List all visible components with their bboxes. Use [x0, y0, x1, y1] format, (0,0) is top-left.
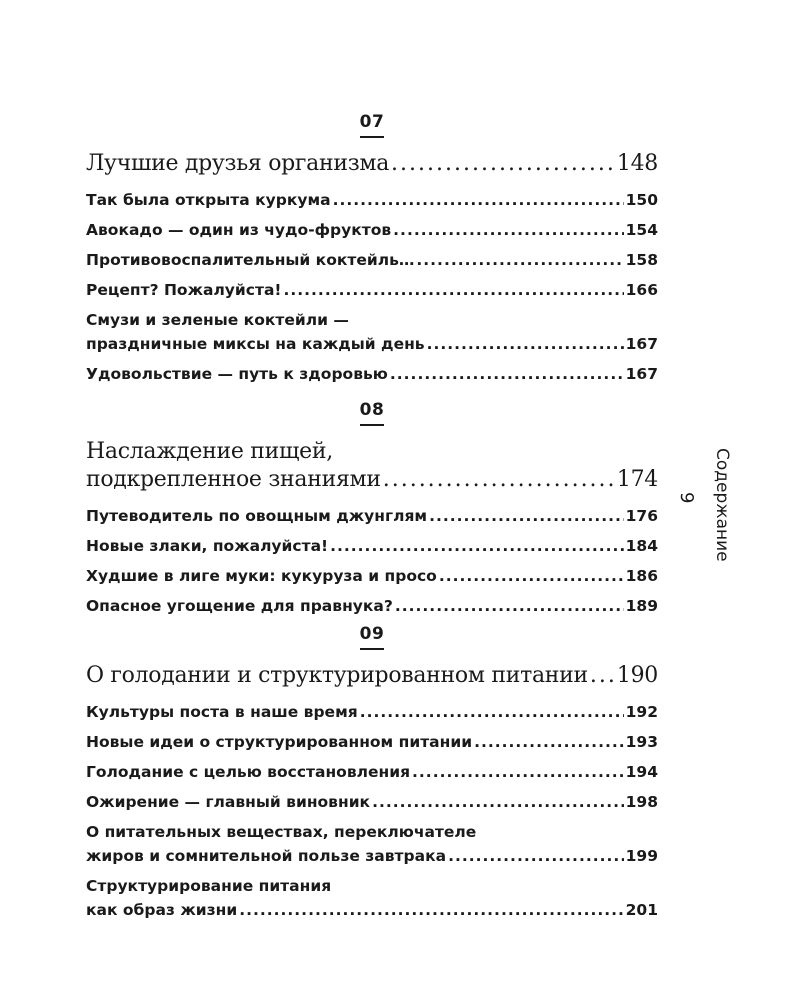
entry-title: Голодание с целью восстановления	[86, 763, 411, 781]
entry-page-number: 189	[625, 597, 658, 615]
toc-entry[interactable]	[86, 760, 658, 784]
leader-dots	[239, 898, 623, 922]
entry-title-line-2: жиров и сомнительной пользе завтрака	[86, 847, 447, 865]
entry-page-number: 167	[625, 365, 658, 383]
toc-entry[interactable]	[86, 188, 658, 212]
chapter-title-text: О голодании и структурированном питании	[86, 663, 588, 688]
entry-title-line-2: праздничные миксы на каждый день	[86, 335, 425, 353]
entry-page-number: 184	[625, 537, 658, 555]
entry-page-number: 154	[625, 221, 658, 239]
toc-entry[interactable]	[86, 730, 658, 754]
toc-entry[interactable]	[86, 594, 658, 618]
toc-entry[interactable]	[86, 790, 658, 814]
entry-title: Рецепт? Пожалуйста!	[86, 281, 282, 299]
entry-page-number: 194	[625, 763, 658, 781]
leader-dots	[390, 362, 624, 386]
leader-dots	[429, 504, 624, 528]
entry-title: Так была открыта куркума	[86, 191, 331, 209]
leader-dots	[283, 278, 623, 302]
entry-title-line-1: О питательных веществах, переключателе	[86, 823, 477, 841]
chapter-title[interactable]	[86, 662, 658, 690]
entry-list	[86, 700, 658, 922]
entry-list	[86, 504, 658, 618]
running-header-title: Содержание	[712, 448, 732, 562]
toc-entry[interactable]	[86, 218, 658, 242]
leader-dots	[439, 564, 624, 588]
entry-title: Путеводитель по овощным джунглям	[86, 507, 428, 525]
entry-title-line-2: как образ жизни	[86, 901, 238, 919]
chapter-title-text: Лучшие друзья организма	[86, 151, 390, 176]
chapter-page-number: 148	[616, 151, 658, 176]
entry-page-number: 193	[625, 733, 658, 751]
toc-entry[interactable]	[86, 534, 658, 558]
entry-page-number: 186	[625, 567, 658, 585]
toc-entry[interactable]	[86, 564, 658, 588]
entry-title: Ожирение — главный виновник	[86, 793, 371, 811]
chapter-page-number: 190	[616, 663, 658, 688]
section-08	[86, 400, 658, 618]
section-number: 09	[86, 624, 658, 648]
leader-dots	[330, 534, 624, 558]
page-number: 9	[676, 492, 697, 504]
toc-entry[interactable]	[86, 248, 658, 272]
entry-page-number: 167	[625, 335, 658, 353]
leader-dots	[412, 760, 624, 784]
entry-page-number: 201	[625, 901, 658, 919]
entry-title: Новые идеи о структурированном питании	[86, 733, 473, 751]
entry-page-number: 176	[625, 507, 658, 525]
section-09	[86, 624, 658, 922]
section-number: 07	[86, 112, 658, 136]
toc-entry[interactable]	[86, 874, 658, 922]
toc-entry[interactable]	[86, 504, 658, 528]
toc-entry[interactable]	[86, 820, 658, 868]
leader-dots	[416, 248, 623, 272]
chapter-title[interactable]	[86, 150, 658, 178]
leader-dots	[333, 188, 624, 212]
entry-title: Новые злаки, пожалуйста!	[86, 537, 329, 555]
entry-list	[86, 188, 658, 386]
toc-entry[interactable]	[86, 362, 658, 386]
leader-dots	[372, 790, 624, 814]
table-of-contents	[86, 112, 658, 928]
entry-title-line-1: Смузи и зеленые коктейли —	[86, 311, 349, 329]
entry-title: Культуры поста в наше время	[86, 703, 358, 721]
leader-dots	[395, 594, 624, 618]
entry-title-line-1: Структурирование питания	[86, 877, 332, 895]
toc-entry[interactable]	[86, 700, 658, 724]
leader-dots	[474, 730, 624, 754]
entry-page-number: 199	[625, 847, 658, 865]
toc-entry[interactable]	[86, 308, 658, 356]
entry-title: Авокадо — один из чудо-фруктов	[86, 221, 392, 239]
entry-title: Удовольствие — путь к здоровью	[86, 365, 388, 383]
entry-page-number: 192	[625, 703, 658, 721]
entry-title: Опасное угощение для правнука?	[86, 597, 393, 615]
section-number: 08	[86, 400, 658, 424]
leader-dots	[427, 332, 624, 356]
leader-dots	[590, 662, 615, 690]
chapter-title[interactable]	[86, 438, 658, 494]
chapter-title-line-1: Наслаждение пищей,	[86, 439, 333, 464]
entry-page-number: 150	[625, 191, 658, 209]
chapter-page-number: 174	[616, 467, 658, 492]
entry-page-number: 158	[625, 251, 658, 269]
leader-dots	[360, 700, 624, 724]
entry-page-number: 198	[625, 793, 658, 811]
leader-dots	[391, 150, 615, 178]
leader-dots	[448, 844, 624, 868]
leader-dots	[383, 466, 615, 494]
entry-title: Худшие в лиге муки: кукуруза и просо	[86, 567, 437, 585]
entry-page-number: 166	[625, 281, 658, 299]
toc-entry[interactable]	[86, 278, 658, 302]
entry-title: Противовоспалительный коктейль…	[86, 251, 415, 269]
leader-dots	[393, 218, 623, 242]
section-07	[86, 112, 658, 386]
chapter-title-line-2: подкрепленное знаниями	[86, 467, 381, 492]
